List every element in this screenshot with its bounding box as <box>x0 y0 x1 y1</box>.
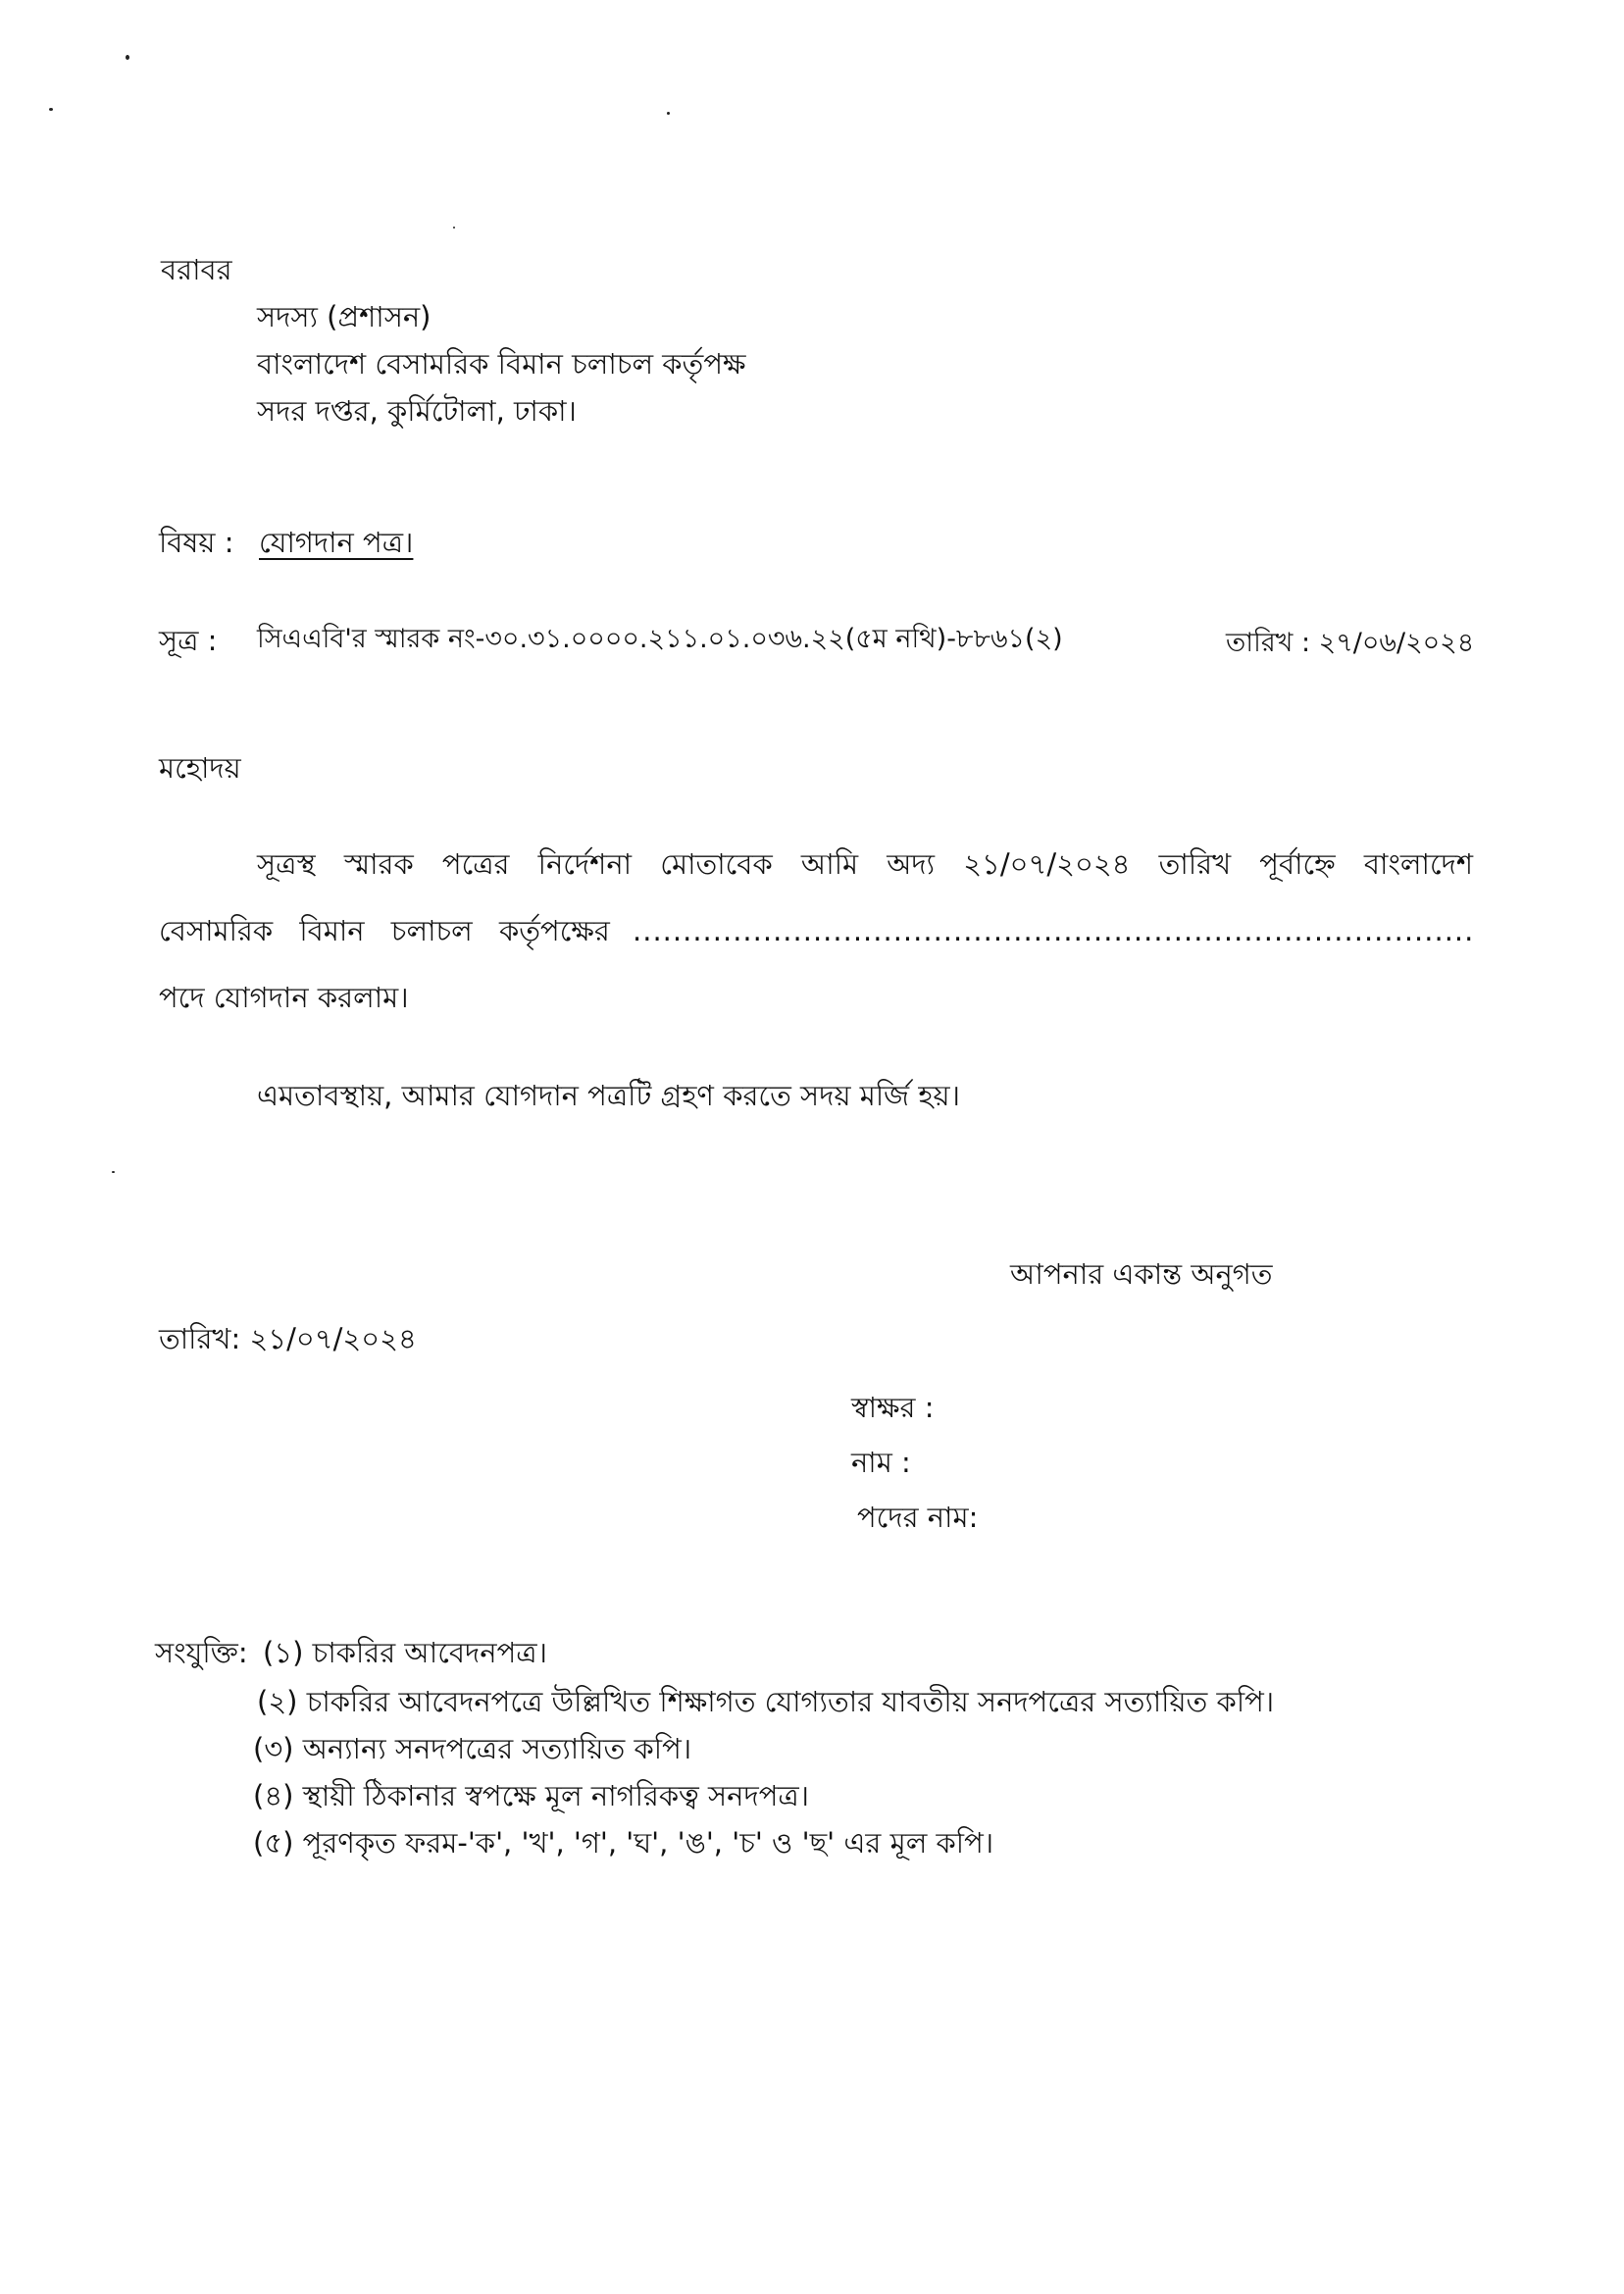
scan-speck <box>49 108 53 111</box>
designation-blank: .................................................................................... <box>633 914 1475 947</box>
recipient-designation: সদস্য (প্রশাসন) <box>257 300 431 333</box>
signature-label: স্বাক্ষর : <box>851 1391 935 1424</box>
scan-speck <box>667 112 670 115</box>
body-line-1-text: সূত্রস্থ স্মারক পত্রের নির্দেশনা মোতাবেক আমি অদ্য ২১/০৭/২০২৪ তারিখ পূর্বাহ্নে বাংলাদেশ <box>257 847 1473 881</box>
scan-speck <box>112 1171 115 1173</box>
attachment-item: (১) চাকরির আবেদনপত্র। <box>263 1636 547 1669</box>
name-label: নাম : <box>851 1446 911 1479</box>
attachment-item: (৫) পূরণকৃত ফরম-'ক', 'খ', 'গ', 'ঘ', 'ঙ', 'চ' ও 'ছ' এর মূল কপি। <box>253 1826 994 1860</box>
closing-request: এমতাবস্থায়, আমার যোগদান পত্রটি গ্রহণ করতে সদয় মর্জি হয়। <box>257 1079 961 1112</box>
letter-date: তারিখ: ২১/০৭/২০২৪ <box>159 1322 417 1355</box>
body-line-2-text: বেসামরিক বিমান চলাচল কর্তৃপক্ষের <box>159 914 610 947</box>
body-line-3: পদে যোগদান করলাম। <box>159 981 409 1014</box>
attachments-label: সংযুক্তি: <box>155 1636 248 1669</box>
recipient-organization: বাংলাদেশ বেসামরিক বিমান চলাচল কর্তৃপক্ষ <box>257 347 746 381</box>
recipient-salutation: বরাবর <box>161 253 232 286</box>
scan-speck <box>126 55 129 60</box>
scan-speck <box>453 227 455 229</box>
reference-text: সিএএবি'র স্মারক নং-৩০.৩১.০০০০.২১১.০১.০৩৬.২২(৫ম নথি)-৮৮৬১(২) <box>257 624 1063 654</box>
recipient-address: সদর দপ্তর, কুর্মিটোলা, ঢাকা। <box>257 394 577 428</box>
greeting: মহোদয় <box>159 751 241 785</box>
subject-label: বিষয় : <box>159 526 234 559</box>
designation-label: পদের নাম: <box>857 1501 979 1534</box>
reference-label: সূত্র : <box>159 624 218 657</box>
body-line-2 <box>159 914 1473 948</box>
subject-text: যোগদান পত্র। <box>259 526 414 559</box>
attachment-item: (২) চাকরির আবেদনপত্রে উল্লিখিত শিক্ষাগত যোগ্যতার যাবতীয় সনদপত্রের সত্যায়িত কপি। <box>257 1685 1275 1718</box>
sign-off: আপনার একান্ত অনুগত <box>1010 1257 1273 1291</box>
attachment-item: (৩) অন্যান্য সনদপত্রের সত্যায়িত কপি। <box>253 1732 692 1765</box>
reference-date: তারিখ : ২৭/০৬/২০২৪ <box>1226 628 1475 658</box>
body-line-1 <box>257 847 1473 882</box>
attachment-item: (৪) স্থায়ী ঠিকানার স্বপক্ষে মূল নাগরিকত্ব সনদপত্র। <box>253 1779 810 1812</box>
